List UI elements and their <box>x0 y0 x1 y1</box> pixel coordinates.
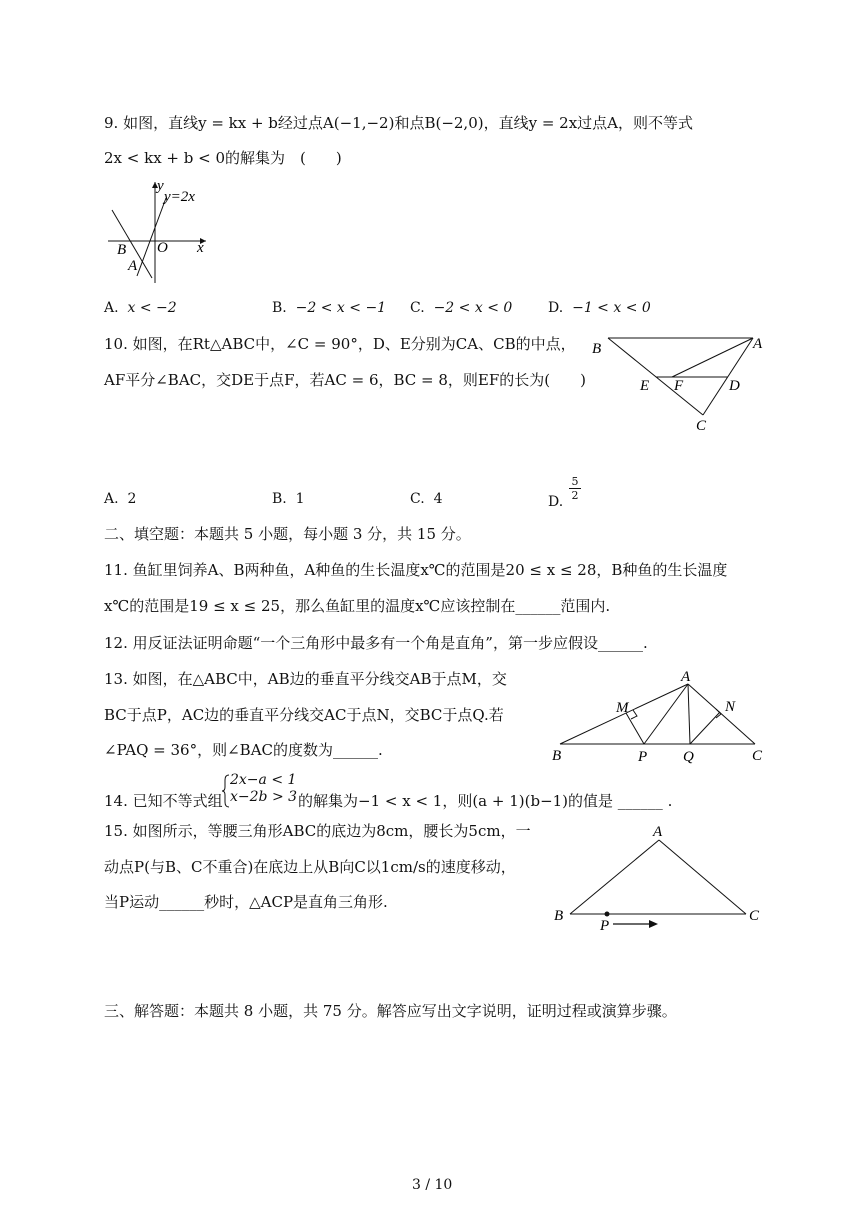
q10-option-c: C. 4 <box>410 491 443 507</box>
q9-fig-O: O <box>157 240 168 256</box>
q9-fig-y: y <box>157 178 164 194</box>
q15-line1: 15. 如图所示，等腰三角形ABC的底边为8cm，腰长为5cm，一 <box>104 822 531 840</box>
left-brace-icon <box>222 774 230 808</box>
q15-line2: 动点P(与B、C不重合)在底边上从B向C以1cm/s的速度移动， <box>104 858 516 876</box>
q14-system-row2: x−2b > 3 <box>230 789 298 805</box>
fraction-denominator: 2 <box>571 489 579 502</box>
q9-option-d: D. −1 < x < 0 <box>548 300 651 316</box>
q9-figure <box>104 178 214 288</box>
q9-option-a: A. x < −2 <box>104 300 177 316</box>
q13-fig-Q: Q <box>683 749 694 765</box>
section-3-heading: 三、解答题：本题共 8 小题，共 75 分。解答应写出文字说明，证明过程或演算步骤。 <box>104 1002 677 1020</box>
q9-fig-line-label: y=2x <box>164 189 195 205</box>
q9-fig-A: A <box>128 258 138 274</box>
q9-line1: 9. 如图，直线y = kx + b经过点A(−1,−2)和点B(−2,0)，直线y = 2x过点A，则不等式 <box>104 114 694 132</box>
q9-option-b: B. −2 < x < −1 <box>272 300 387 316</box>
q15-fig-C: C <box>749 908 760 924</box>
q11-line1: 11. 鱼缸里饲养A、B两种鱼，A种鱼的生长温度x℃的范围是20 ≤ x ≤ 28，B种鱼的生长温度 <box>104 561 728 579</box>
q13-line1: 13. 如图，在△ABC中，AB边的垂直平分线交AB于点M，交 <box>104 670 507 688</box>
q10-line2: AF平分∠BAC，交DE于点F，若AC = 6，BC = 8，则EF的长为( ) <box>104 371 586 389</box>
q11-line2: x℃的范围是19 ≤ x ≤ 25，那么鱼缸里的温度x℃应该控制在______范围内. <box>104 597 611 615</box>
q14-system-row1: 2x−a < 1 <box>230 772 297 788</box>
q15-fig-A: A <box>653 824 663 840</box>
q15-fig-P: P <box>600 918 610 934</box>
q13-fig-P: P <box>638 749 648 765</box>
q9-option-c: C. −2 < x < 0 <box>410 300 513 316</box>
page-number: 3 / 10 <box>412 1177 453 1193</box>
q10-fig-C: C <box>696 418 707 434</box>
q13-fig-A: A <box>681 669 691 685</box>
q9-fig-B: B <box>117 242 127 258</box>
q10-option-b: B. 1 <box>272 491 305 507</box>
q13-fig-B: B <box>552 748 562 764</box>
section-2-heading: 二、填空题：本题共 5 小题，每小题 3 分，共 15 分。 <box>104 525 471 543</box>
q13-fig-N: N <box>725 699 736 715</box>
q9-fig-x: x <box>197 240 204 256</box>
q12-line: 12. 用反证法证明命题“一个三角形中最多有一个角是直角”，第一步应假设______. <box>104 634 648 652</box>
q10-fig-D: D <box>729 378 740 394</box>
q10-option-d-key: D. <box>548 494 564 510</box>
q10-fig-E: E <box>640 378 650 394</box>
fraction-numerator: 5 <box>571 475 579 488</box>
q13-fig-C: C <box>752 748 763 764</box>
q9-line2: 2x < kx + b < 0的解集为 ( ) <box>104 149 342 167</box>
q14-suffix: 的解集为−1 < x < 1，则(a + 1)(b−1)的值是 ______ . <box>298 792 673 810</box>
q10-option-d-fraction <box>569 476 581 501</box>
q10-option-a: A. 2 <box>104 491 137 507</box>
q13-fig-M: M <box>616 700 629 716</box>
q13-line2: BC于点P，AC边的垂直平分线交AC于点N，交BC于点Q.若 <box>104 706 504 724</box>
q13-line3: ∠PAQ = 36°，则∠BAC的度数为______. <box>104 741 383 759</box>
q10-fig-F: F <box>674 378 684 394</box>
q15-line3: 当P运动______秒时，△ACP是直角三角形. <box>104 893 388 911</box>
q10-fig-B: B <box>592 341 602 357</box>
q13-figure <box>550 668 770 768</box>
q10-line1: 10. 如图，在Rt△ABC中，∠C = 90°，D、E分别为CA、CB的中点， <box>104 335 576 353</box>
q10-fig-A: A <box>753 336 763 352</box>
q14-prefix: 14. 已知不等式组 <box>104 792 223 810</box>
q10-figure <box>590 330 770 434</box>
q15-fig-B: B <box>554 908 564 924</box>
q15-figure <box>550 822 770 937</box>
